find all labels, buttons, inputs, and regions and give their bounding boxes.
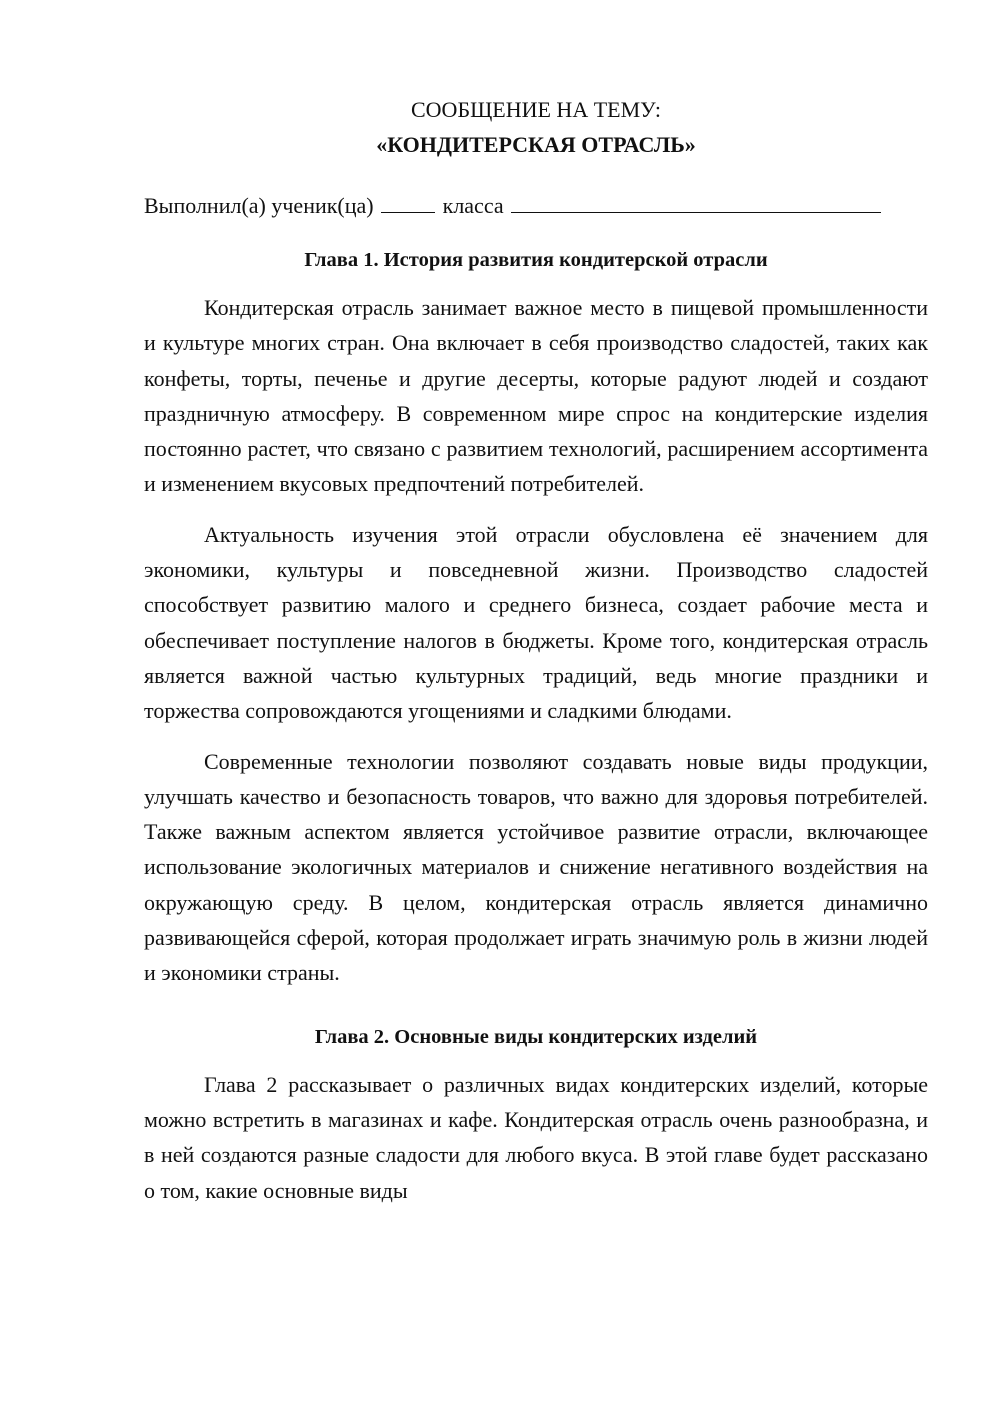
chapter1-paragraph-1: Кондитерская отрасль занимает важное место в пищевой промышленности и культуре многих стран. Она включает в себя производство сладостей, таких как конфеты, торты, печенье и другие десерты, которые радуют людей и создают праздничную атмосферу. В современном мире спрос на кондитерские изделия постоянно растет, что связано с развитием технологий, расширением ассортимента и изменением вкусовых предпочтений потребителей. (144, 295, 928, 497)
document-title-line2: «КОНДИТЕРСКАЯ ОТРАСЛЬ» (376, 132, 696, 157)
author-middle: класса (442, 193, 504, 218)
chapter1-paragraph-2: Актуальность изучения этой отрасли обусловлена её значением для экономики, культуры и повседневной жизни. Производство сладостей способствует развитию малого и среднего бизнеса, создает рабочие места и обеспечивает поступление налогов в бюджеты. Кроме того, кондитерская отрасль является важной частью культурных традиций, ведь многие праздники и торжества сопровождаются угощениями и сладкими блюдами. (144, 521, 928, 724)
chapter1-paragraph-3: Современные технологии позволяют создавать новые виды продукции, улучшать качество и безопасность товаров, что важно для здоровья потребителей. Также важным аспектом является устойчивое развитие отрасли, включающее использование экологичных материалов и снижение негативного воздействия на окружающую среду. В целом, кондитерская отрасль является динамично развивающейся сферой, которая продолжает играть значимую роль в жизни людей и экономики страны. (144, 748, 928, 986)
chapter2-heading: Глава 2. Основные виды кондитерских изделий (314, 1025, 758, 1048)
chapter1-heading: Глава 1. История развития кондитерской отрасли (304, 249, 768, 271)
author-prefix: Выполнил(а) ученик(ца) (144, 193, 374, 218)
document-page (144, 92, 928, 1203)
author-line (144, 188, 928, 223)
name-blank (511, 190, 881, 213)
document-title-line1: СООБЩЕНИЕ НА ТЕМУ: (411, 97, 661, 122)
grade-blank (381, 190, 435, 213)
chapter2-paragraph-1: Глава 2 рассказывает о различных видах кондитерских изделий, которые можно встретить в магазинах и кафе. Кондитерская отрасль очень разнообразна, и в ней создаются разные сладости для любого вкуса. В этой главе будет рассказано о том, какие основные виды (144, 1071, 928, 1203)
chapter2-paragraph-clip (144, 1067, 928, 1203)
